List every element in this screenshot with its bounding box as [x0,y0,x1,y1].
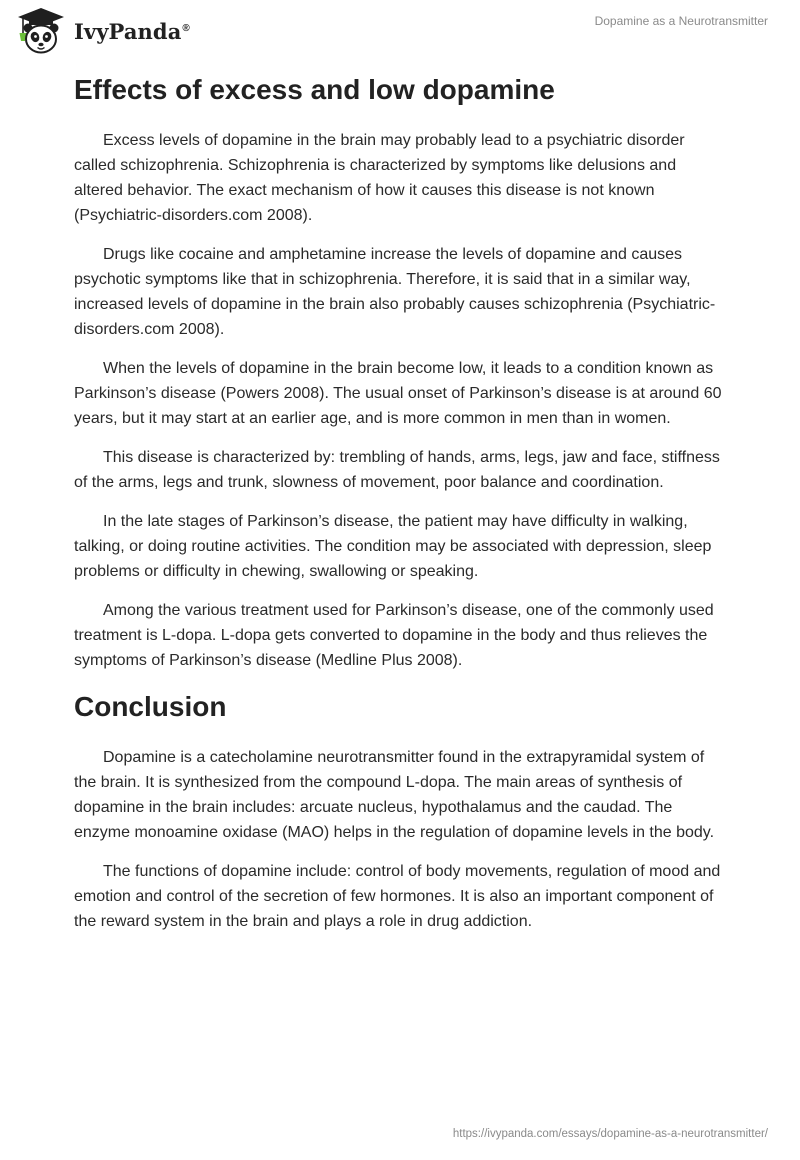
document-title: Dopamine as a Neurotransmitter [594,14,768,28]
essay-content [74,70,728,948]
ivypanda-logo[interactable] [14,6,190,56]
panda-graduation-cap-icon [14,6,68,56]
paragraph: This disease is characterized by: trembling of hands, arms, legs, jaw and face, stiffness of the arms, legs and trunk, slowness of movement, poor balance and coordination. [74,449,720,491]
page-header [0,0,800,64]
paragraph: Among the various treatment used for Parkinson’s disease, one of the commonly used treatment is L-dopa. L-dopa gets converted to dopamine in the body and thus relieves the symptoms of Parkinson’s disease (Medline Plus 2008). [74,602,714,669]
paragraph: Dopamine is a catecholamine neurotransmitter found in the extrapyramidal system of the brain. It is synthesized from the compound L-dopa. The main areas of synthesis of dopamine in the brain includes: arcuate nucleus, hypothalamus and the caudad. The enzyme monoamine oxidase (MAO) helps in the regulation of dopamine levels in the body. [74,749,715,841]
paragraph: When the levels of dopamine in the brain become low, it leads to a condition known as Parkinson’s disease (Powers 2008). The usual onset of Parkinson’s disease is at around 60 years, but it may start at an earlier age, and is more common in men than in women. [74,360,722,427]
logo-wordmark [74,19,190,44]
logo-name: IvyPanda [74,18,182,44]
paragraph: In the late stages of Parkinson’s disease, the patient may have difficulty in walking, talking, or doing routine activities. The condition may be associated with depression, sleep problems or difficulty in chewing, swallowing or speaking. [74,513,712,580]
section-heading-conclusion: Conclusion [74,691,227,722]
paragraph: Drugs like cocaine and amphetamine increase the levels of dopamine and causes psychotic symptoms like that in schizophrenia. Therefore, it is said that in a similar way, increased levels of dopamine in the brain also probably causes schizophrenia (Psychiatric-disorders.com 2008). [74,246,716,338]
paragraph: The functions of dopamine include: control of body movements, regulation of mood and emotion and control of the secretion of few hormones. It is also an important component of the reward system in the brain and plays a role in drug addiction. [74,863,721,930]
registered-mark: ® [182,22,190,34]
section-heading-effects: Effects of excess and low dopamine [74,74,555,105]
source-url[interactable]: https://ivypanda.com/essays/dopamine-as-a-neurotransmitter/ [452,1128,768,1140]
paragraph: Excess levels of dopamine in the brain may probably lead to a psychiatric disorder called schizophrenia. Schizophrenia is characterized by symptoms like delusions and altered behavior. The exact mechanism of how it causes this disease is not known (Psychiatric-disorders.com 2008). [74,132,685,224]
